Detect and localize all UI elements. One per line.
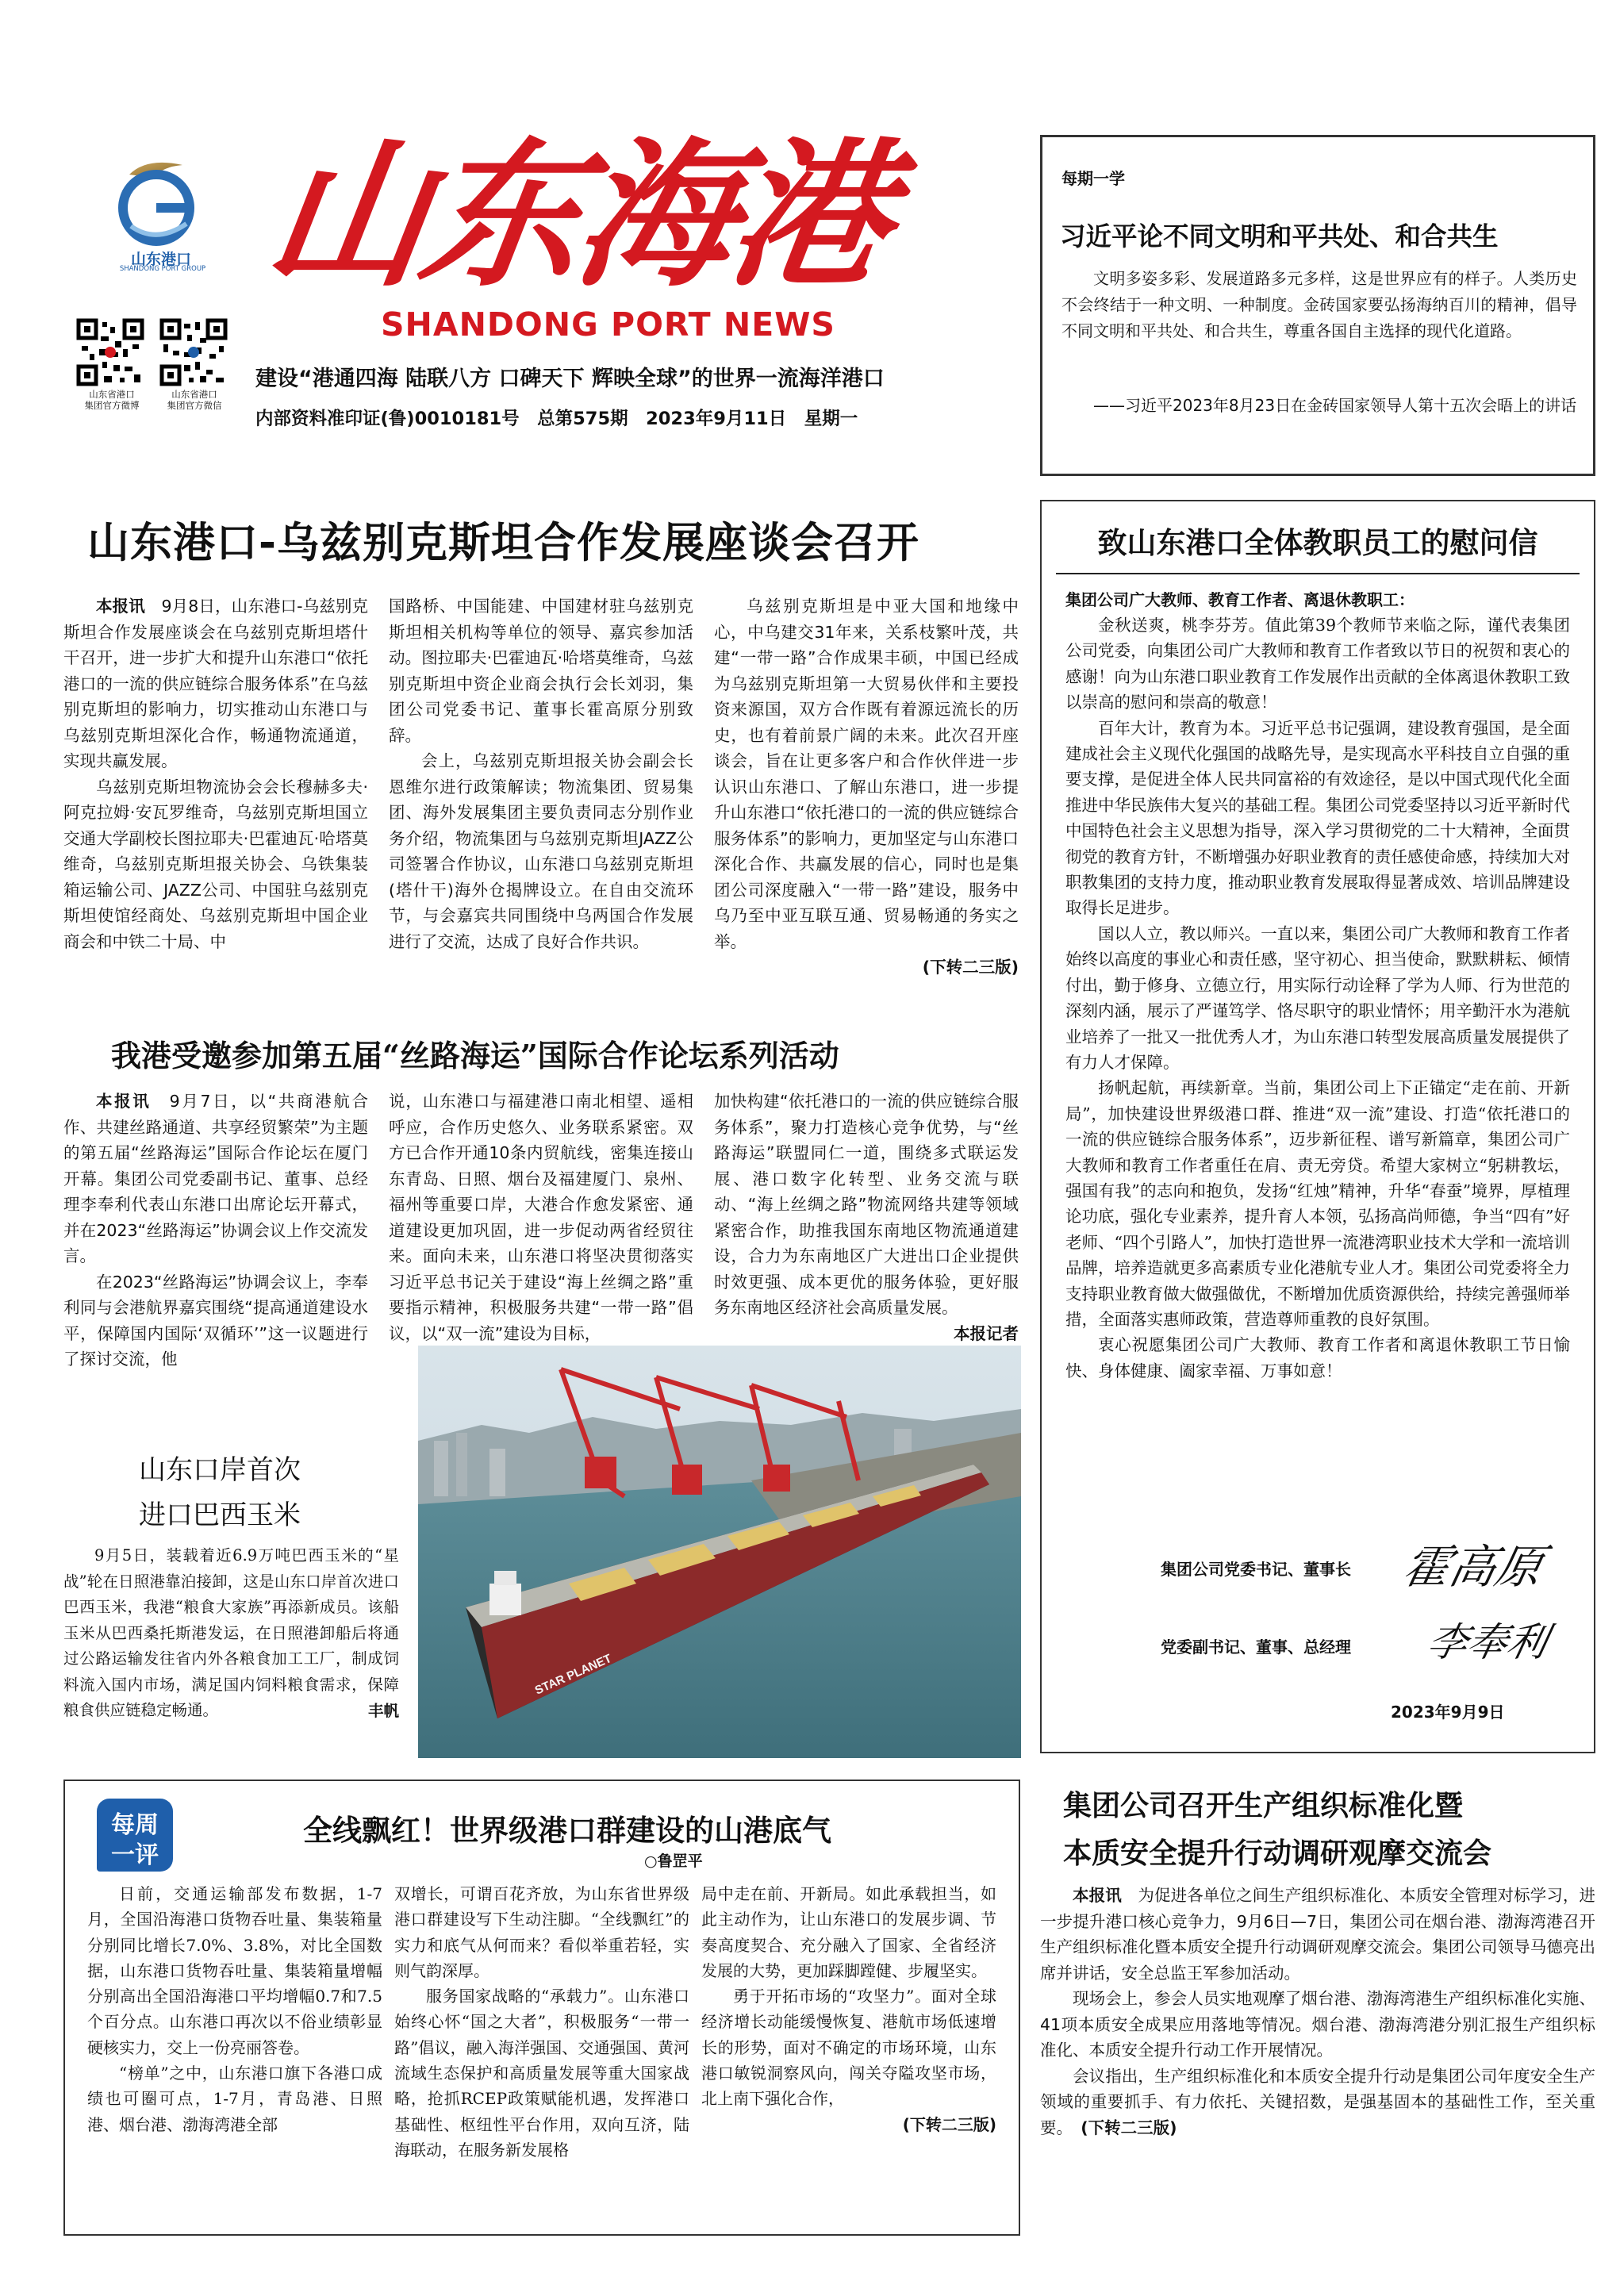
- story1-headline: 山东港口-乌兹别克斯坦合作发展座谈会召开: [87, 519, 919, 567]
- commentary-continued: (下转二三版): [902, 2114, 996, 2134]
- commentary-badge-line1: 每周: [111, 1811, 159, 1839]
- commentary-headline: 全线飘红！世界级港口群建设的山港底气: [303, 1814, 831, 1848]
- story1-para: 本报讯 9月8日，山东港口-乌兹别克斯坦合作发展座谈会在乌兹别克斯坦塔什干召开，进一步扩大和提升山东港口“依托港口的一流的供应链综合服务体系”在乌兹别克斯坦的影响力，切实推动山东港口与乌兹别克斯坦深化合作，畅通物流通道，实现共赢发展。: [63, 597, 369, 770]
- story3-headline-line2: 进口巴西玉米: [139, 1499, 301, 1531]
- story4-headline-line2: 本质安全提升行动调研观摩交流会: [1063, 1837, 1492, 1870]
- letter-box: [1040, 500, 1595, 1753]
- letter-para: 衷心祝愿集团公司广大教师、教育工作者和离退休教职工节日愉快、身体健康、阖家幸福、万事如意！: [1065, 1335, 1570, 1380]
- qr-weibo[interactable]: [75, 317, 148, 387]
- commentary-para: 双增长，可谓百花齐放，为山东省世界级港口群建设写下生动注脚。“全线飘红”的实力和底气从何而来？看似举重若轻，实则气韵深厚。: [394, 1884, 689, 1980]
- story1-lead: 本报讯: [96, 597, 145, 616]
- newspaper-title: 山东海港: [256, 122, 899, 309]
- commentary-col1: [87, 1881, 382, 2137]
- story1-col1: [63, 593, 368, 954]
- story1-para: 乌兹别克斯坦是中亚大国和地缘中心，中乌建交31年来，关系枝繁叶茂，共建“一带一路”合作成果丰硕，中国已经成为乌兹别克斯坦第一大贸易伙伴和主要投资来源国，双方合作既有着源远流长的历史，也有着前景广阔的未来。此次召开座谈会，旨在让更多客户和合作伙伴进一步认识山东港口、了解山东港口，进一步提升山东港口“依托港口的一流的供应链综合服务体系”的影响力，更加坚定与山东港口深化合作、共赢发展的信心，同时也是集团公司深度融入“一带一路”建设，服务中乌乃至中亚互联互通、贸易畅通的务实之举。: [714, 597, 1019, 951]
- story4-para: 现场会上，参会人员实地观摩了烟台港、渤海湾港生产组织标准化实施、41项本质安全成果应用落地等情况。烟台港、渤海湾港分别汇报生产组织标准化、本质安全提升行动工作开展情况。: [1040, 1989, 1595, 2060]
- story4-headline-line1: 集团公司召开生产组织标准化暨: [1063, 1789, 1464, 1822]
- bulk-carrier-photo-icon: [418, 1346, 1021, 1758]
- slogan: 建设“港通四海 陆联八方 口碑天下 辉映全球”的世界一流海洋港口: [255, 367, 885, 391]
- logo-mark-icon: [107, 151, 210, 246]
- qr-weibo-caption: 山东省港口 集团官方微博: [84, 389, 140, 411]
- story2-col1: [63, 1088, 368, 1373]
- story4-para: 本报讯 为促进各单位之间生产组织标准化、本质安全管理对标学习，进一步提升港口核心竞争力，9月6日—7日，集团公司在烟台港、渤海湾港召开生产组织标准化暨本质安全提升行动调研观摩交流会。集团公司领导马德亮出席并讲话，安全总监王军参加活动。: [1040, 1886, 1596, 1983]
- commentary-para: 局中走在前、开新局。如此承载担当，如此主动作为，让山东港口的发展步调、节奏高度契合、充分融入了国家、全省经济发展的大势，更加踩脚蹚健、步履坚实。: [701, 1884, 996, 1980]
- story3-para: 9月5日，装载着近6.9万吨巴西玉米的“星战”轮在日照港靠泊接卸，这是山东口岸首次进口巴西玉米，我港“粮食大家族”再添新成员。该船玉米从巴西桑托斯港发运，在日照港卸船后将通过公路运输发往省内外各粮食加工工厂，制成饲料流入国内市场，满足国内饲料粮食需求，保障粮食供应链稳定畅通。: [63, 1546, 399, 1719]
- story3-byline: 丰帆: [367, 1701, 399, 1720]
- story1-para: 乌兹别克斯坦物流协会会长穆赫多夫·阿克拉姆·安瓦罗维奇，乌兹别克斯坦国立交通大学副校长图拉耶夫·巴霍迪瓦·哈塔莫维奇，乌兹别克斯坦报关协会、乌铁集装箱运输公司、JAZZ公司、中国驻乌兹别克斯坦使馆经商处、乌兹别克斯坦中国企业商会和中铁二十局、中: [63, 777, 368, 951]
- story2-byline: 本报记者: [954, 1323, 1019, 1343]
- story2-lead: 本报讯: [96, 1092, 152, 1111]
- story2-headline: 我港受邀参加第五届“丝路海运”国际合作论坛系列活动: [111, 1038, 839, 1073]
- port-group-logo: [107, 151, 210, 273]
- qr-code-icon: [159, 317, 228, 387]
- commentary-box: [63, 1780, 1020, 2236]
- letter-para: 金秋送爽，桃李芬芳。值此第39个教师节来临之际，谨代表集团公司党委，向集团公司广大教师和教育工作者致以节日的祝贺和衷心的感谢！向为山东港口职业教育工作发展作出贡献的全体离退休教职工致以崇高的慰问和崇高的敬意！: [1065, 616, 1570, 712]
- story2-col3: [714, 1088, 1019, 1346]
- story1-para: 国路桥、中国能建、中国建材驻乌兹别克斯坦相关机构等单位的领导、嘉宾参加活动。图拉耶夫·巴霍迪瓦·哈塔莫维奇，乌兹别克斯坦中资企业商会执行会长刘羽，集团公司党委书记、董事长霍高原分别致辞。: [389, 597, 693, 745]
- study-title: 习近平论不同文明和平共处、和合共生: [1060, 221, 1499, 251]
- story3-headline-line1: 山东口岸首次: [139, 1454, 301, 1486]
- letter-body: [1065, 612, 1570, 1384]
- commentary-para: 服务国家战略的“承载力”。山东港口始终心怀“国之大者”，积极服务“一带一路”倡议，融入海洋强国、交通强国、黄河流域生态保护和高质量发展等重大国家战略，抢抓RCEP政策赋能机遇，发挥港口基础性、枢纽性平台作用，双向互济，陆海联动，在服务新发展格: [394, 1987, 689, 2160]
- letter-para: 百年大计，教育为本。习近平总书记强调，建设教育强国，是全面建成社会主义现代化强国的战略先导，是实现高水平科技自立自强的重要支撑，是促进全体人民共同富裕的有效途径，是以中国式现代化全面推进中华民族伟大复兴的基础工程。集团公司党委坚持以习近平新时代中国特色社会主义思想为指导，深入学习贯彻党的二十大精神，全面贯彻党的教育方针，不断增强办好职业教育的责任感使命感，持续加大对职教集团的支持力度，推动职业教育发展取得显著成效、培训品牌建设取得长足进步。: [1065, 718, 1570, 918]
- letter-para: 扬帆起航，再续新章。当前，集团公司上下正锚定“走在前、开新局”，加快建设世界级港口群、推进“双一流”建设、打造“依托港口的一流的供应链综合服务体系”，迈步新征程、谱写新篇章，集团公司广大教师和教育工作者重任在肩、责无旁贷。希望大家树立“躬耕教坛，强国有我”的志向和抱负，发扬“红烛”精神，升华“春蚕”境界，厚植理论功底，强化专业素养，提升育人本领，弘扬高尚师德，争当“四有”好老师、“四个引路人”，加快打造世界一流港湾职业技术大学和一流培训品牌，培养造就更多高素质专业化港航专业人才。集团公司党委将全力支持职业教育做大做强做优，不断增加优质资源供给，持续完善强师举措，全面落实惠师政策，营造尊师重教的良好氛围。: [1065, 1078, 1570, 1329]
- commentary-col2: [394, 1881, 689, 2163]
- letter-date: 2023年9月9日: [1391, 1703, 1505, 1722]
- story2-col2: [389, 1088, 693, 1346]
- story3-body-col: [63, 1543, 399, 1724]
- commentary-para: 日前，交通运输部发布数据，1-7月，全国沿海港口货物吞吐量、集装箱量分别同比增长7.0%、3.8%，对比全国数据，山东港口货物吞吐量、集装箱量增幅分别高出全国沿海港口平均增幅0.7和7.5个百分点。山东港口再次以不俗业绩彰显硬核实力，交上一份亮丽答卷。: [87, 1884, 382, 2057]
- story4-lead: 本报讯: [1073, 1886, 1122, 1905]
- letter-para: 国以人立，教以师兴。一直以来，集团公司广大教师和教育工作者始终以高度的事业心和责任感，坚守初心、担当使命，默默耕耘、倾情付出，勤于修身、立德立行，用实际行动诠释了学为人师、行为世范的深刻内涵，展示了严谨笃学、恪尽职守的职业情怀；用辛勤汗水为港航业培养了一批又一批优秀人才，为山东港口转型发展高质量发展提供了有力人才保障。: [1065, 923, 1570, 1072]
- ship-name-label: STAR PLANET: [532, 1651, 614, 1698]
- story2-para: 加快构建“依托港口的一流的供应链综合服务体系”，聚力打造核心竞争优势，与“丝路海运”联盟同仁一道，围绕多式联运发展、港口数字化转型、业务交流与联动、“海上丝绸之路”物流网络共建等领域紧密合作，助推我国东南地区物流通道建设，合力为东南地区广大进出口企业提供时效更强、成本更优的服务体验，更好服务东南地区经济社会高质量发展。: [714, 1092, 1019, 1317]
- story2-para: 在2023“丝路海运”协调会议上，李奉利同与会港航界嘉宾围绕“提高通道建设水平，保障国内国际‘双循环’”这一议题进行了探讨交流，他: [63, 1272, 368, 1369]
- story1-para: 会上，乌兹别克斯坦报关协会副会长恩维尔进行政策解读；物流集团、贸易集团、海外发展集团主要负责同志分别作业务介绍，物流集团与乌兹别克斯坦JAZZ公司签署合作协议，山东港口乌兹别克斯坦(塔什干)海外仓揭牌设立。在自由交流环节，与会嘉宾共同围绕中乌两国合作发展进行了交流，达成了良好合作共识。: [389, 751, 693, 951]
- letter-title-divider: [1056, 573, 1580, 574]
- commentary-para: 勇于开拓市场的“攻坚力”。面对全球经济增长动能缓慢恢复、港航市场低速增长的形势，面对不确定的市场环境，山东港口敏锐洞察风向，闯关夺隘攻坚市场，北上南下强化合作，: [701, 1987, 996, 2109]
- story2-para: 本报讯 9月7日，以“共商港航合作、共建丝路通道、共享经贸繁荣”为主题的第五届“丝路海运”国际合作论坛在厦门开幕。集团公司党委副书记、董事、总经理李奉利代表山东港口出席论坛开幕式，并在2023“丝路海运”协调会议上作交流发言。: [63, 1092, 369, 1265]
- story2-para: 说，山东港口与福建港口南北相望、遥相呼应，合作历史悠久、业务联系紧密。双方已合作开通10条内贸航线，密集连接山东青岛、日照、烟台及福建厦门、泉州、福州等重要口岸，大港合作愈发紧密、通道建设更加巩固，进一步促动两省经贸往来。面向未来，山东港口将坚决贯彻落实习近平总书记关于建设“海上丝绸之路”重要指示精神，积极服务共建“一带一路”倡议，以“双一流”建设为目标，: [389, 1092, 693, 1343]
- qr-wechat[interactable]: [159, 317, 232, 387]
- letter-signer1-title: 集团公司党委书记、董事长: [1161, 1560, 1351, 1579]
- ship-photo: [418, 1346, 1021, 1758]
- newspaper-title-en: SHANDONG PORT NEWS: [381, 305, 835, 344]
- study-box: [1040, 135, 1595, 476]
- story1-col3: [714, 593, 1019, 981]
- story1-continued: (下转二三版): [922, 958, 1019, 977]
- study-label: 每期一学: [1061, 169, 1125, 188]
- commentary-badge-line2: 一评: [111, 1841, 159, 1869]
- letter-signer1-signature: 霍高原: [1398, 1540, 1549, 1594]
- story1-col2: [389, 593, 693, 954]
- commentary-badge: [97, 1799, 173, 1872]
- commentary-col3: [701, 1881, 996, 2137]
- logo-subtext: SHANDONG PORT GROUP: [119, 265, 206, 273]
- issue-info: 内部资料准印证(鲁)0010181号 总第575期 2023年9月11日 星期一: [255, 409, 858, 429]
- commentary-author: ○鲁罡平: [644, 1853, 703, 1870]
- commentary-para: “榜单”之中，山东港口旗下各港口成绩也可圈可点，1-7月，青岛港、日照港、烟台港、渤海湾港全部: [87, 2064, 382, 2134]
- logo-text: 山东港口: [130, 251, 191, 268]
- letter-signer2-title: 党委副书记、董事、总经理: [1161, 1638, 1351, 1657]
- qr-code-icon: [75, 317, 145, 387]
- letter-greeting: 集团公司广大教师、教育工作者、离退休教职工：: [1065, 590, 1415, 609]
- qr-wechat-caption: 山东省港口 集团官方微信: [167, 389, 222, 411]
- story4-body-col: [1040, 1883, 1595, 2141]
- masthead: [75, 122, 1027, 500]
- study-body: 文明多姿多彩、发展道路多元多样，这是世界应有的样子。人类历史不会终结于一种文明、一种制度。金砖国家要弘扬海纳百川的精神，倡导不同文明和平共处、和合共生，尊重各国自主选择的现代化道路。: [1061, 269, 1577, 340]
- letter-signer2-signature: 李奉利: [1422, 1619, 1553, 1665]
- study-source: ——习近平2023年8月23日在金砖国家领导人第十五次会晤上的讲话: [1093, 396, 1577, 415]
- story4-continued: (下转二三版): [1081, 2117, 1177, 2137]
- letter-title: 致山东港口全体教职员工的慰问信: [1097, 525, 1538, 560]
- story4-para: 会议指出，生产组织标准化和本质安全提升行动是集团公司年度安全生产领域的重要抓手、有力依托、关键招数，是强基固本的基础性工作，至关重要。 (下转二三版): [1040, 2066, 1595, 2137]
